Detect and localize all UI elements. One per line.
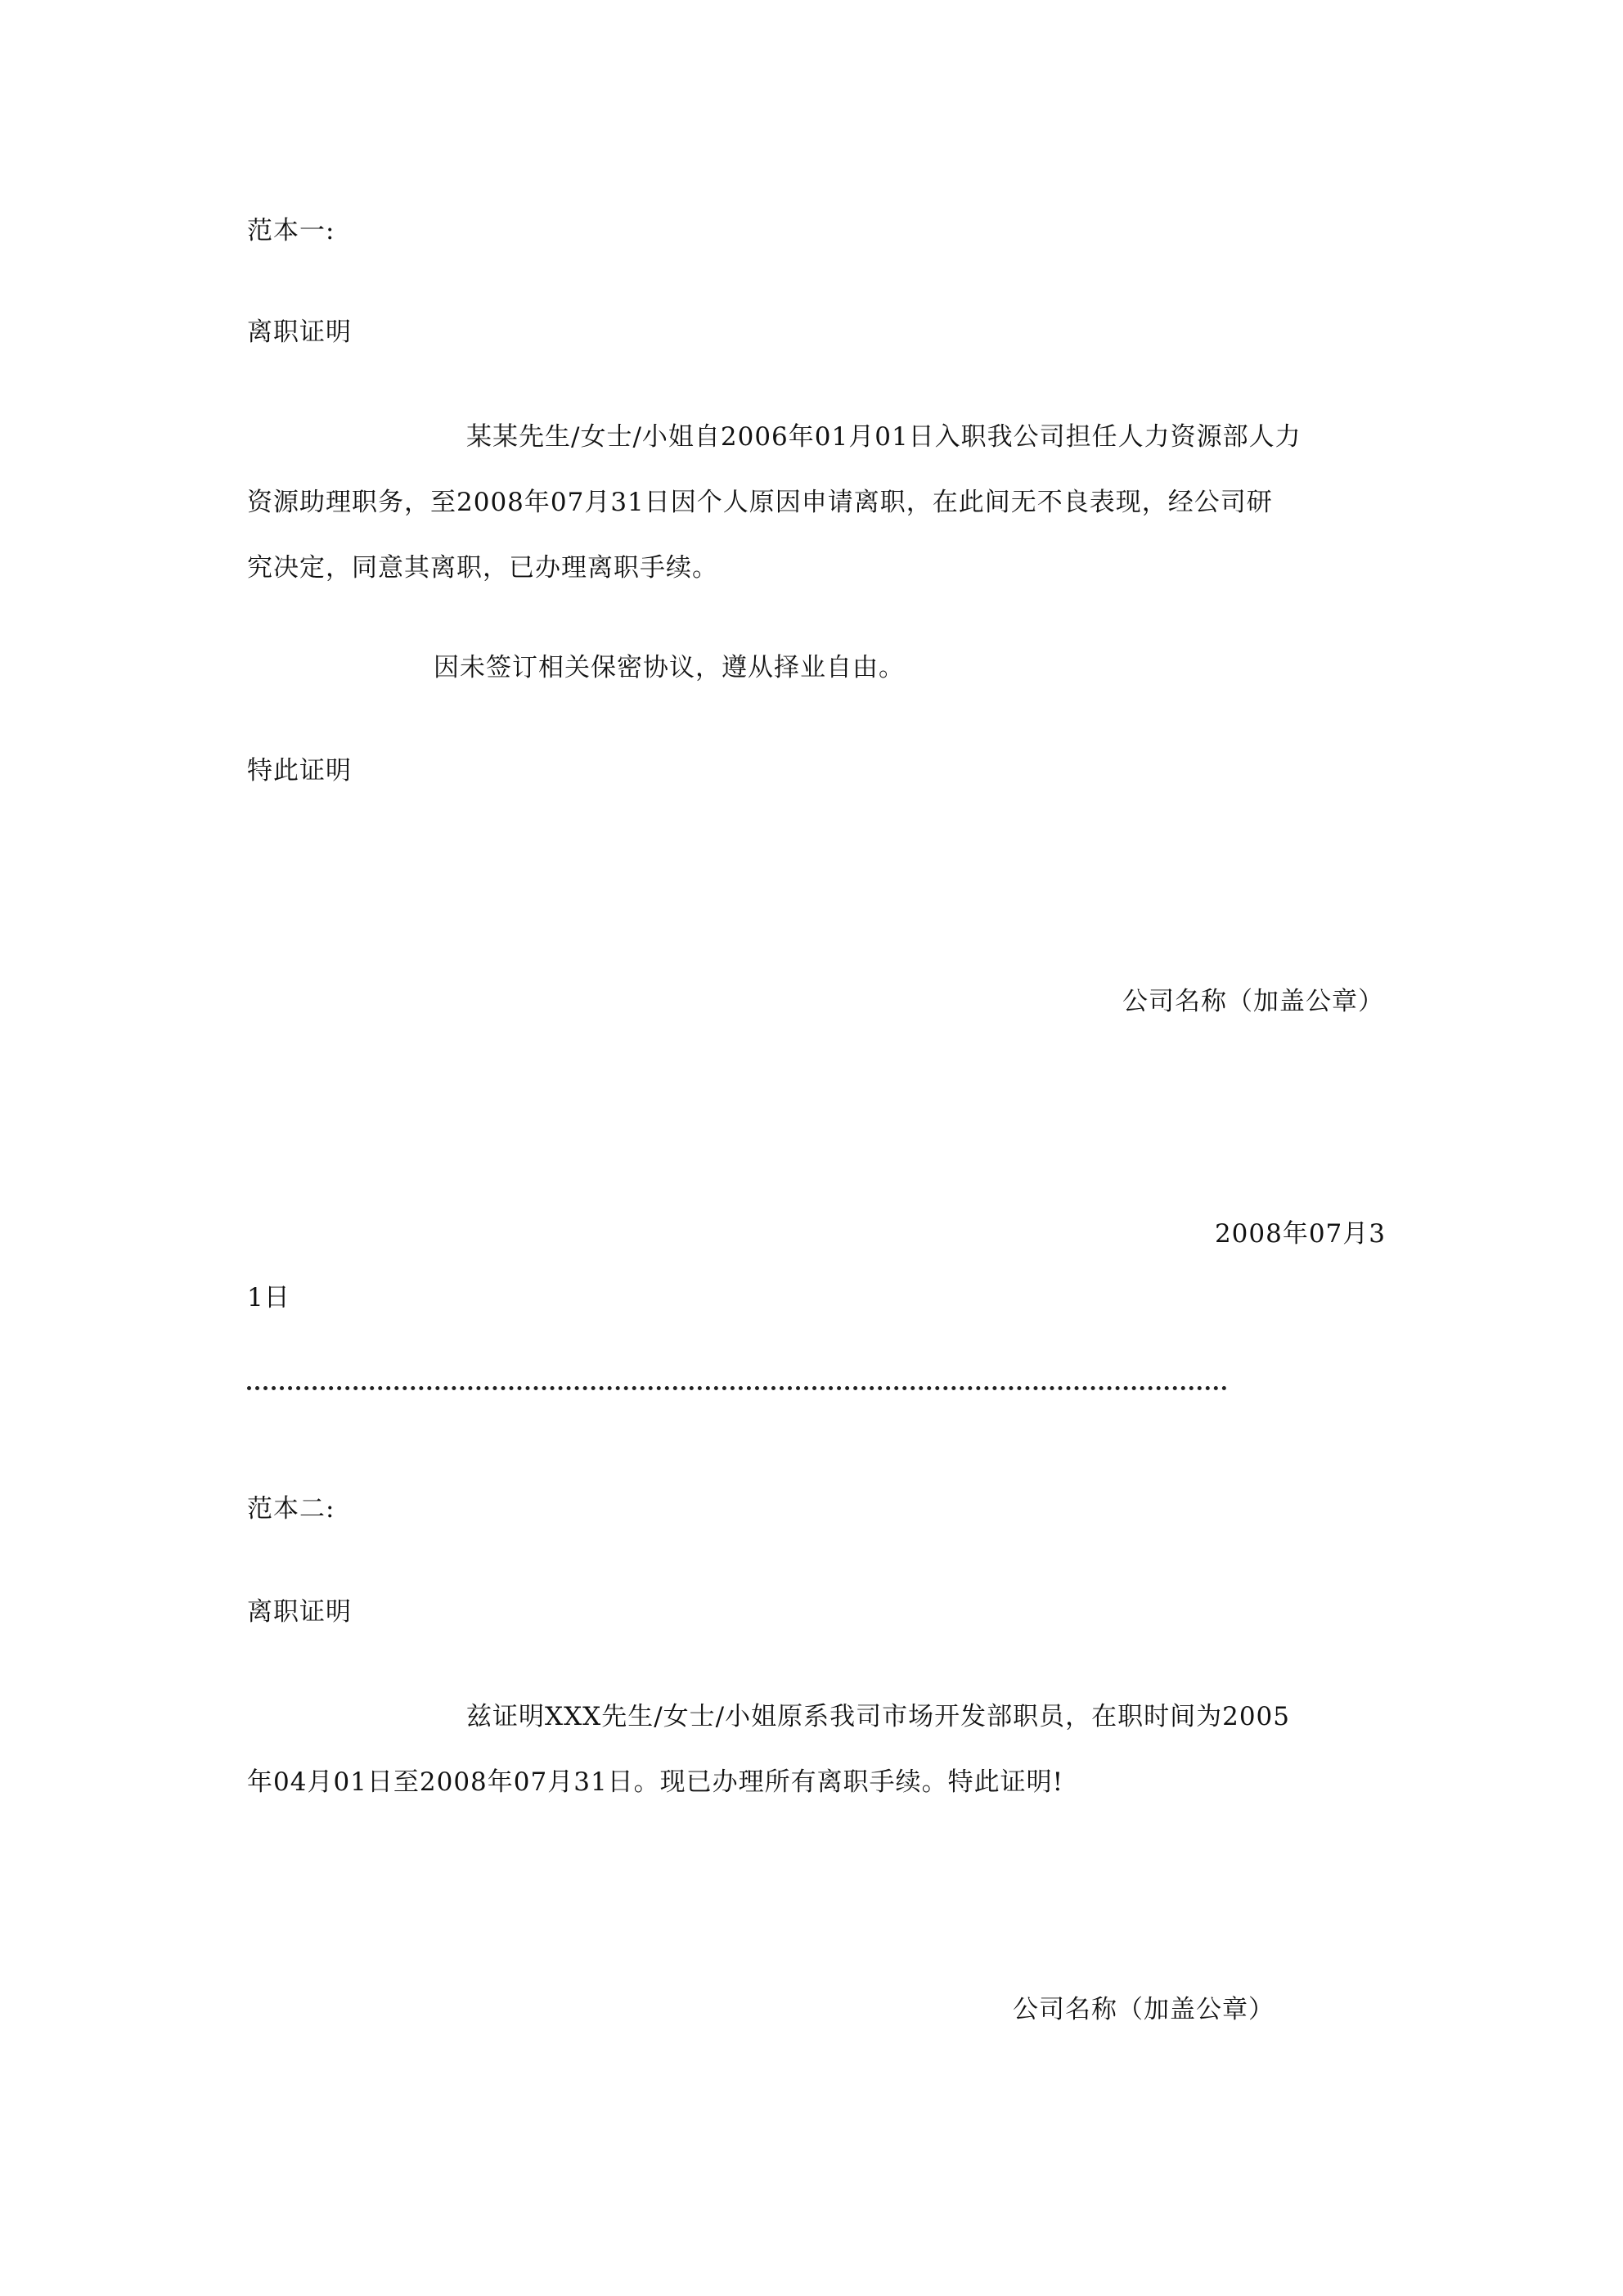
- sample1-company-seal: 公司名称（加盖公章）: [1122, 987, 1384, 1016]
- sample1-title: 离职证明: [247, 317, 352, 347]
- sample2-title: 离职证明: [247, 1597, 352, 1627]
- sample1-paragraph1-line3: 究决定，同意其离职，已办理离职手续。: [247, 553, 718, 583]
- sample2-company-seal: 公司名称（加盖公章）: [1013, 1995, 1275, 2024]
- sample1-date-line1: 2008年07月3: [1214, 1219, 1386, 1249]
- sample1-paragraph2: 因未签订相关保密协议，遵从择业自由。: [434, 653, 905, 682]
- sample1-heading: 范本一:: [247, 216, 335, 245]
- sample1-date-line2: 1日: [247, 1283, 290, 1312]
- sample1-closing: 特此证明: [247, 756, 352, 786]
- sample2-paragraph1-line1: 兹证明XXX先生/女士/小姐原系我司市场开发部职员，在职时间为2005: [466, 1702, 1290, 1731]
- sample2-paragraph1-line2: 年04月01日至2008年07月31日。现已办理所有离职手续。特此证明!: [247, 1767, 1064, 1797]
- sample1-paragraph1-line1: 某某先生/女士/小姐自2006年01月01日入职我公司担任人力资源部人力: [466, 422, 1302, 452]
- dotted-divider: [247, 1381, 1227, 1390]
- sample1-paragraph1-line2: 资源助理职务，至2008年07月31日因个人原因申请离职，在此间无不良表现，经公司研: [247, 488, 1273, 517]
- sample2-heading: 范本二:: [247, 1494, 335, 1524]
